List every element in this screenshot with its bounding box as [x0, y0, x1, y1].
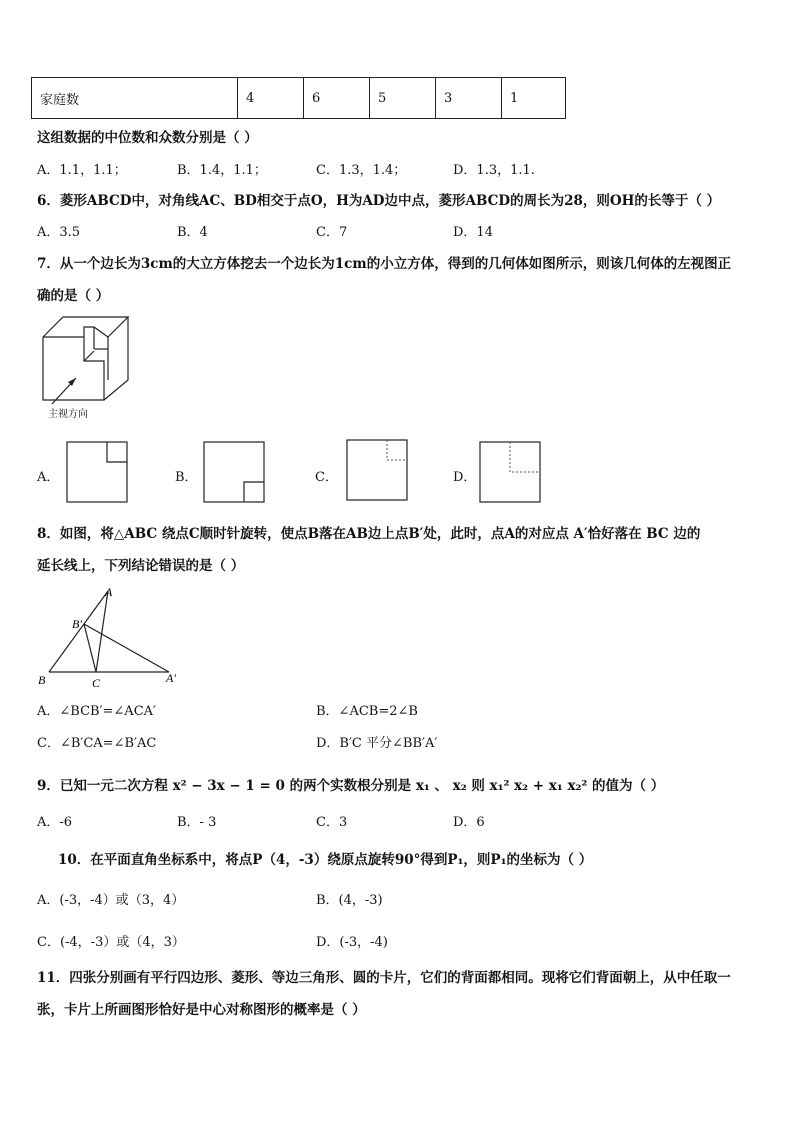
q6-option-a: A．3.5 [37, 225, 81, 240]
q10-option-d: D．(-3，-4) [316, 935, 388, 950]
table-row [32, 78, 566, 119]
q9-option-a: A．-6 [37, 815, 73, 830]
table-label-cell: 家庭数 [32, 78, 238, 119]
frequency-table [31, 77, 566, 119]
q5-option-a: A．1.1，1.1； [37, 163, 127, 178]
q10-option-b: B．(4，-3) [316, 893, 383, 908]
q5-option-c: C．1.3，1.4； [316, 163, 407, 178]
segment-ba [49, 591, 108, 672]
q7-stem-line2: 确的是（ ） [37, 288, 110, 304]
q8-option-c: C．∠B′CA=∠B′AC [37, 736, 157, 751]
q9-option-b: B．- 3 [177, 815, 217, 830]
q7-stem-line1: 7．从一个边长为3cm的大立方体挖去一个边长为1cm的小立方体，得到的几何体如图所示，则该几何体的左视图正 [37, 256, 732, 272]
table-cell: 4 [238, 78, 304, 119]
table-cell: 1 [502, 78, 566, 119]
q5-stem: 这组数据的中位数和众数分别是（ ） [37, 130, 258, 146]
table-cell: 5 [370, 78, 436, 119]
segment-b-prime-c [84, 624, 96, 672]
q7-cube-figure [38, 312, 138, 420]
q6-option-c: C．7 [316, 225, 348, 240]
q8-triangle-figure [34, 583, 194, 693]
q7-option-c-figure [346, 439, 410, 503]
table-cell: 6 [304, 78, 370, 119]
table-cell: 3 [436, 78, 502, 119]
q8-option-b: B．∠ACB=2∠B [316, 704, 418, 719]
point-a-prime-label: A′ [166, 671, 176, 685]
q11-stem-line1: 11．四张分别画有平行四边形、菱形、等边三角形、圆的卡片，它们的背面都相同。现将它们背面朝上，从中任取一 [37, 970, 731, 986]
q10-option-a: A．(-3，-4）或（3，4） [37, 893, 185, 908]
q10-option-c: C．(-4，-3）或（4，3） [37, 935, 185, 950]
q9-option-d: D．6 [453, 815, 485, 830]
q9-option-c: C．3 [316, 815, 348, 830]
q7-option-b-label: B． [175, 470, 198, 485]
point-b-label: B [38, 673, 46, 687]
q11-stem-line2: 张，卡片上所画图形恰好是中心对称图形的概率是（ ） [37, 1002, 366, 1018]
q7-figure-label: 主视方向 [48, 409, 88, 420]
q5-option-d: D．1.3，1.1. [453, 163, 535, 178]
q8-stem-line1: 8．如图，将△ABC 绕点C顺时针旋转，使点B落在AB边上点B′处，此时，点A的对应点 A′恰好落在 BC 边的 [37, 526, 701, 542]
q7-option-c-label: C． [315, 470, 338, 485]
q7-option-b-figure [203, 441, 267, 505]
q7-option-d-figure [479, 441, 543, 505]
q5-option-b: B．1.4，1.1； [177, 163, 267, 178]
q7-option-d-label: D． [453, 470, 477, 485]
q8-option-d: D．B′C 平分∠BB′A′ [316, 736, 438, 751]
q6-option-d: D．14 [453, 225, 493, 240]
q7-option-a-label: A． [37, 470, 60, 485]
q10-stem: 10．在平面直角坐标系中，将点P（4，-3）绕原点旋转90°得到P₁，则P₁的坐标为（ ） [58, 852, 593, 868]
point-c-label: C [92, 676, 101, 690]
point-a-label: A [105, 585, 113, 599]
q8-stem-line2: 延长线上，下列结论错误的是（ ） [37, 558, 245, 574]
q8-option-a: A．∠BCB′=∠ACA′ [37, 704, 156, 719]
q9-stem: 9．已知一元二次方程 x² − 3x − 1 = 0 的两个实数根分别是 x₁ 、 x₂ 则 x₁² x₂ + x₁ x₂² 的值为（ ） [37, 778, 665, 794]
q6-stem: 6．菱形ABCD中，对角线AC、BD相交于点O，H为AD边中点，菱形ABCD的周长为28，则OH的长等于（ ） [37, 193, 721, 209]
q6-option-b: B．4 [177, 225, 208, 240]
point-b-prime-label: B′ [72, 617, 82, 631]
q7-option-a-figure [66, 441, 130, 505]
